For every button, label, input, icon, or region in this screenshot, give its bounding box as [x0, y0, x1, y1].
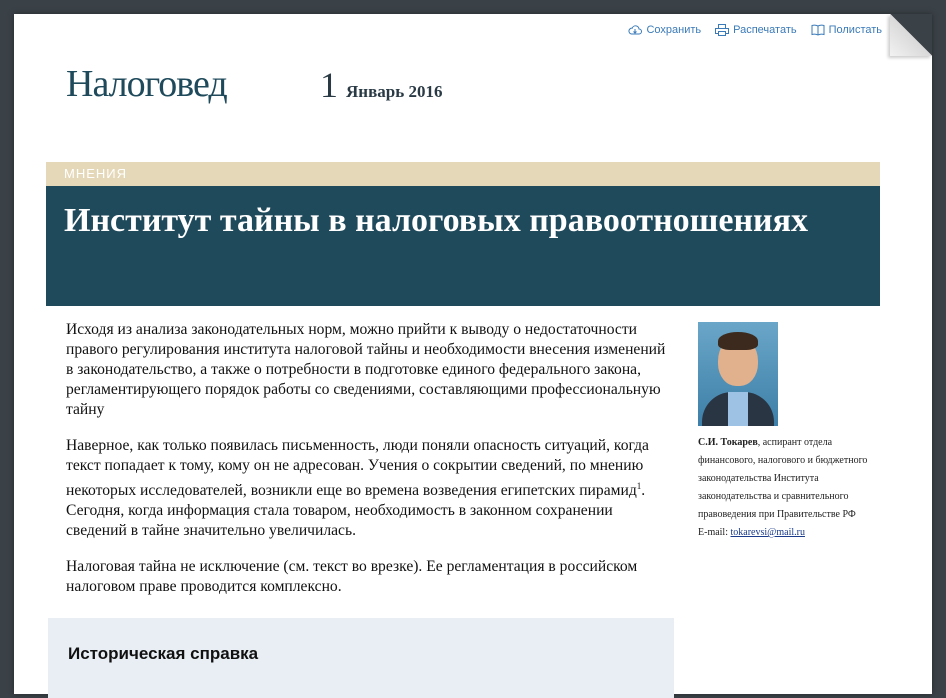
issue-info [320, 64, 442, 106]
history-sidebar [48, 618, 674, 698]
browse-button[interactable] [811, 24, 882, 36]
save-label: Сохранить [646, 24, 702, 36]
author-name: С.И. Токарев [698, 437, 758, 448]
author-description: , аспирант отдела финансового, налогового и бюджетного законодательства Института законодательства и сравнительного правоведения при Правительстве РФ [698, 437, 868, 520]
author-photo [698, 322, 778, 426]
sidebar-title: Историческая справка [68, 644, 259, 663]
paragraph-2-text-end: . Сегодня, когда информация стала товаром, необходимость в законном сохранении сведений в тайне значительно увеличилась. [66, 482, 646, 540]
paragraph-2-text: Наверное, как только появилась письменность, люди поняли опасность ситуаций, когда текст попадает к тому, кому он не адресован. Учения о сокрытии сведений, по мнению некоторых исследователей, возникли еще во времена возведения египетских пирамид [66, 437, 649, 500]
cloud-icon [628, 24, 642, 36]
browse-label: Полистать [828, 24, 882, 36]
rubric-bar [46, 162, 880, 186]
author-bio [698, 434, 882, 542]
email-label: E-mail: [698, 527, 731, 538]
page-corner-fold [890, 14, 932, 56]
paragraph-2 [66, 436, 666, 541]
page [14, 14, 932, 694]
toolbar [628, 24, 882, 36]
lead-paragraph: Исходя из анализа законодательных норм, можно прийти к выводу о недостаточности правого регулирования института налоговой тайны и необходимости внесения изменений в законодательство, а также о потребности в подготовке единого федерального закона, регламентирующего порядок работы со сведениями, составляющими профессиональную тайну [66, 321, 666, 418]
headline-banner [46, 186, 880, 306]
print-button[interactable] [715, 24, 796, 36]
author-card [698, 322, 882, 542]
paragraph-3: Налоговая тайна не исключение (см. текст во врезке). Ее регламентация в российском налоговом праве проводится комплексно. [66, 558, 638, 596]
magazine-logo: Налоговед [66, 63, 227, 105]
rubric-label: МНЕНИЯ [64, 166, 128, 181]
save-button[interactable] [628, 24, 701, 36]
book-icon [811, 24, 825, 36]
printer-icon [715, 24, 729, 36]
article-title: Институт тайны в налоговых правоотношениях [64, 202, 809, 239]
print-label: Распечатать [733, 24, 797, 36]
author-email-link[interactable]: tokarevsi@mail.ru [730, 527, 805, 538]
issue-number: 1 [320, 65, 338, 105]
article-body [66, 320, 666, 613]
footnote-ref[interactable]: 1 [636, 481, 642, 491]
issue-date: Январь 2016 [346, 82, 443, 101]
